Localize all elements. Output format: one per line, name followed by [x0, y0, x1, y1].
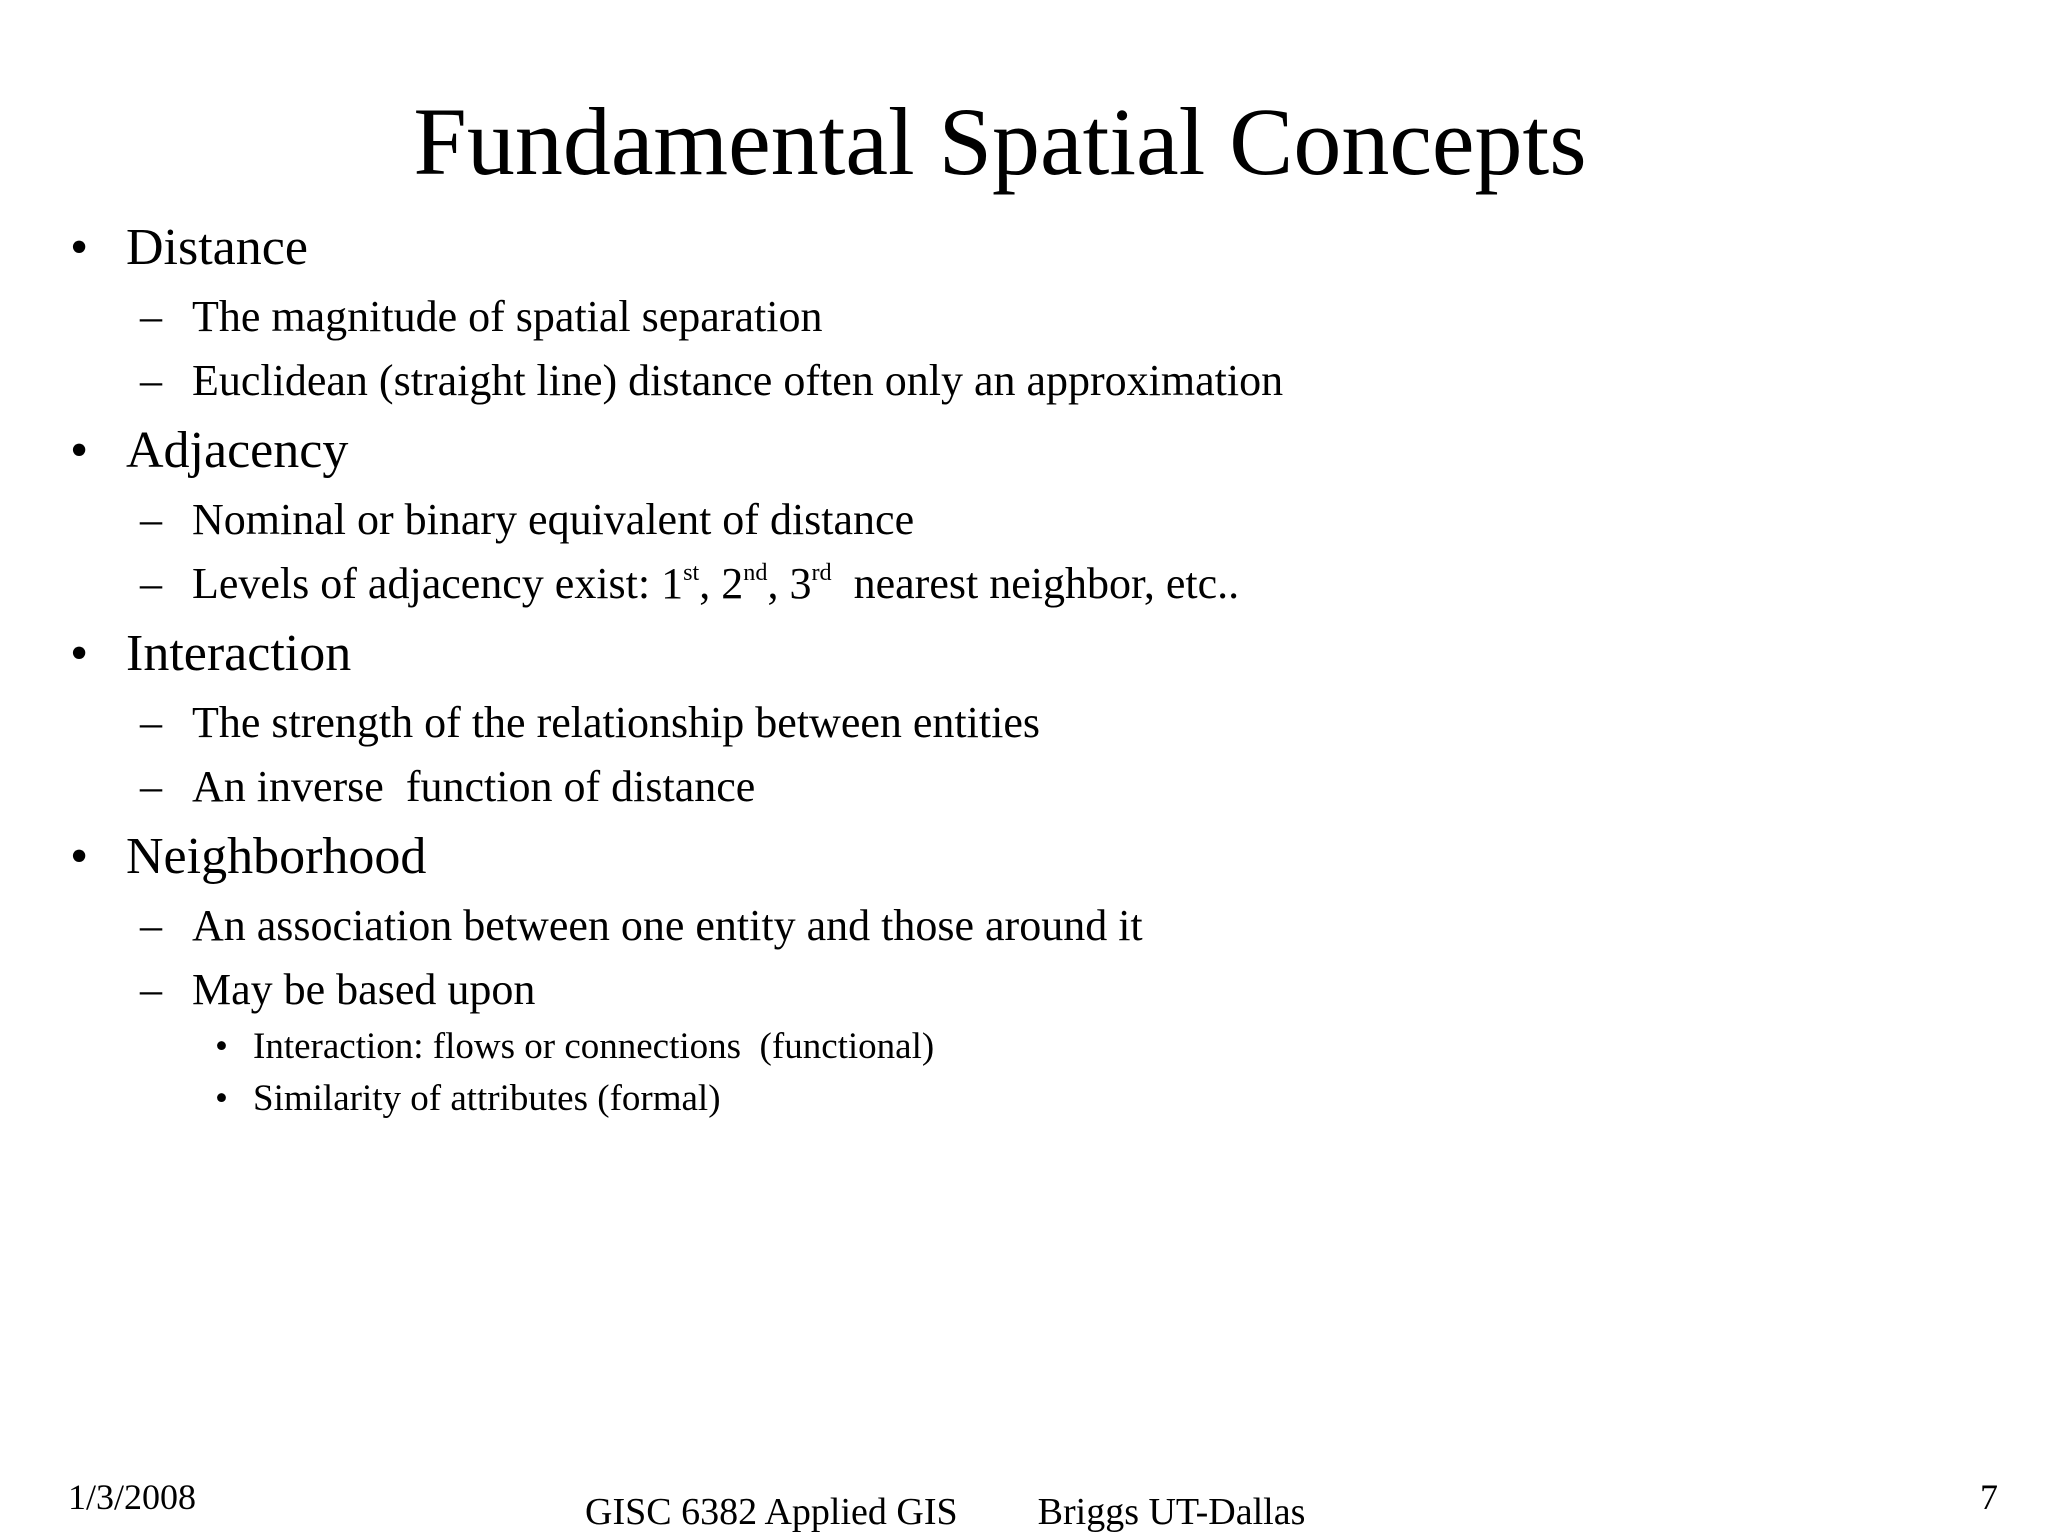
sub-point-text: Euclidean (straight line) distance often only an approximation: [192, 356, 1284, 405]
bullet-icon: •: [70, 828, 89, 885]
sub-sub-point-text: Similarity of attributes (formal): [253, 1078, 721, 1119]
levels-prefix: Levels of adjacency exist: 1: [192, 559, 684, 608]
bullet-icon: •: [215, 1026, 228, 1067]
dash-icon: –: [140, 495, 162, 544]
sub-point-text: The magnitude of spatial separation: [192, 292, 823, 341]
bullet-heading: Interaction: [126, 625, 352, 682]
sub-point-text: [192, 558, 1239, 610]
footer-author: Briggs UT-Dallas: [1037, 1491, 1306, 1533]
dash-icon: –: [140, 292, 162, 341]
footer-center: [585, 1490, 1305, 1534]
footer-course: GISC 6382 Applied GIS: [585, 1491, 958, 1533]
dash-icon: –: [140, 762, 162, 811]
dash-icon: –: [140, 356, 162, 405]
dash-icon: –: [140, 965, 162, 1014]
bullet-icon: •: [70, 422, 89, 479]
levels-suffix: nearest neighbor, etc..: [831, 559, 1240, 608]
sub-point-text: The strength of the relationship between entities: [192, 698, 1040, 747]
page-number: 7: [1980, 1477, 1998, 1517]
bullet-heading: Neighborhood: [126, 828, 427, 885]
sub-point-text: Nominal or binary equivalent of distance: [192, 495, 915, 544]
ordinal-nd: nd: [743, 558, 768, 586]
sub-sub-point-text: Interaction: flows or connections (functional): [253, 1026, 935, 1067]
bullet-icon: •: [215, 1078, 228, 1119]
sub-point-text: May be based upon: [192, 965, 536, 1014]
ordinal-st: st: [683, 558, 700, 586]
footer-date: 1/3/2008: [68, 1477, 197, 1517]
bullet-heading: Adjacency: [126, 422, 349, 479]
bullet-heading: Distance: [126, 219, 308, 276]
levels-mid-1: , 2: [699, 559, 744, 608]
dash-icon: –: [140, 559, 162, 608]
levels-mid-2: , 3: [767, 559, 812, 608]
slide-title: Fundamental Spatial Concepts: [413, 88, 1587, 195]
bullet-icon: •: [70, 219, 89, 276]
dash-icon: –: [140, 901, 162, 950]
ordinal-rd: rd: [811, 558, 832, 586]
dash-icon: –: [140, 698, 162, 747]
sub-point-text: An association between one entity and those around it: [192, 901, 1143, 950]
sub-point-text: An inverse function of distance: [192, 762, 756, 811]
bullet-icon: •: [70, 625, 89, 682]
